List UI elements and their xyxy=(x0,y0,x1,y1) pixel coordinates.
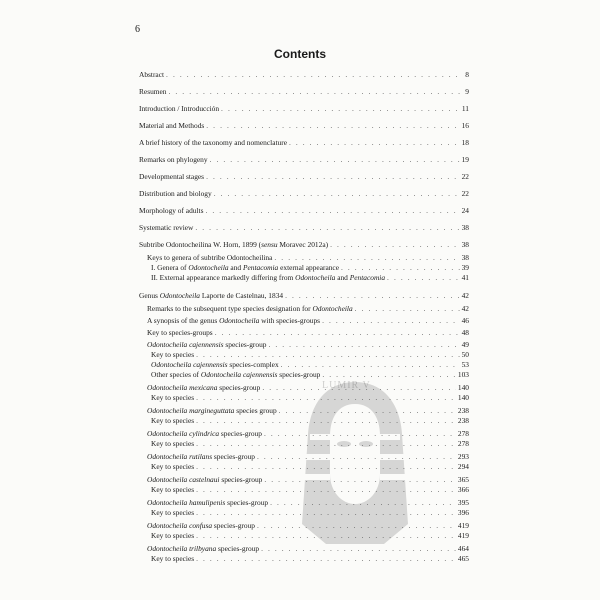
toc-entry-title: Remarks to the subsequent type species designation for Odontocheila xyxy=(147,304,353,313)
toc-entry xyxy=(139,475,469,484)
toc-entry-title: Distribution and biology xyxy=(139,189,212,198)
toc-entry xyxy=(139,393,469,402)
toc-leader-dots xyxy=(281,360,460,369)
toc-leader-dots xyxy=(262,383,456,392)
watermark-text: LUMIR V xyxy=(322,380,371,391)
toc-entry-page: 42 xyxy=(461,291,469,300)
toc-entry-page: 38 xyxy=(461,223,469,232)
toc-entry xyxy=(139,439,469,448)
toc-entry-page: 11 xyxy=(461,104,469,113)
toc-entry xyxy=(139,121,469,130)
toc-entry xyxy=(139,370,469,379)
toc-entry-title: Odontocheila cylindrica species-group xyxy=(147,429,262,438)
toc-entry-page: 419 xyxy=(457,521,469,530)
toc-entry-page: 22 xyxy=(461,189,469,198)
toc-leader-dots xyxy=(221,104,460,113)
toc-entry-page: 19 xyxy=(461,155,469,164)
toc-entry xyxy=(139,328,469,337)
toc-entry-title: Odontocheila trilbyana species-group xyxy=(147,544,260,553)
toc-entry-page: 41 xyxy=(461,273,469,282)
toc-entry-title: Key to species-groups xyxy=(147,328,213,337)
toc-entry xyxy=(139,554,469,563)
toc-leader-dots xyxy=(261,544,456,553)
toc-leader-dots xyxy=(341,263,460,272)
toc-entry xyxy=(139,462,469,471)
toc-entry-page: 38 xyxy=(461,253,469,262)
toc-entry xyxy=(139,429,469,438)
toc-entry-page: 9 xyxy=(465,87,469,96)
toc-entry-title: Introduction / Introducción xyxy=(139,104,220,113)
toc-entry-title: Remarks on phylogeny xyxy=(139,155,208,164)
toc-entry-title: Odontocheila confusa species-group xyxy=(147,521,255,530)
toc-leader-dots xyxy=(330,240,460,249)
toc-entry-page: 53 xyxy=(461,360,469,369)
toc-leader-dots xyxy=(355,304,460,313)
toc-leader-dots xyxy=(196,350,460,359)
toc-entry-title: Genus Odontocheila Laporte de Castelnau, 1834 xyxy=(139,291,284,300)
toc-entry xyxy=(139,155,469,164)
toc-entry-page: 46 xyxy=(461,316,469,325)
toc-leader-dots xyxy=(196,416,456,425)
toc-leader-dots xyxy=(206,121,459,130)
toc-entry xyxy=(139,316,469,325)
toc-leader-dots xyxy=(196,485,456,494)
toc-entry-page: 39 xyxy=(461,263,469,272)
toc-entry-title: Key to species xyxy=(151,439,195,448)
toc-entry xyxy=(139,291,469,300)
toc-leader-dots xyxy=(285,291,460,300)
page-number: 6 xyxy=(135,24,140,35)
toc-entry-title: Material and Methods xyxy=(139,121,205,130)
toc-entry xyxy=(139,172,469,181)
toc-entry-title: Key to species xyxy=(151,485,195,494)
toc-entry-title: Key to species xyxy=(151,531,195,540)
toc-entry xyxy=(139,206,469,215)
toc-entry xyxy=(139,253,469,262)
toc-leader-dots xyxy=(257,521,456,530)
toc-entry-page: 396 xyxy=(457,508,469,517)
toc-entry-page: 278 xyxy=(457,439,469,448)
toc-leader-dots xyxy=(214,189,460,198)
toc-entry-page: 8 xyxy=(465,70,469,79)
toc-entry xyxy=(139,544,469,553)
toc-entry-page: 24 xyxy=(461,206,469,215)
toc-entry-page: 49 xyxy=(461,340,469,349)
toc-entry xyxy=(139,223,469,232)
toc-entry-page: 465 xyxy=(457,554,469,563)
toc-leader-dots xyxy=(196,554,456,563)
toc-entry xyxy=(139,498,469,507)
toc-leader-dots xyxy=(322,316,460,325)
toc-entry-page: 464 xyxy=(457,544,469,553)
toc-entry xyxy=(139,531,469,540)
toc-entry-title: Key to species xyxy=(151,393,195,402)
toc-entry-page: 38 xyxy=(461,240,469,249)
toc-entry-page: 278 xyxy=(457,429,469,438)
toc-leader-dots xyxy=(210,155,460,164)
toc-entry-page: 50 xyxy=(461,350,469,359)
toc-leader-dots xyxy=(270,498,456,507)
toc-entry-title: Key to species xyxy=(151,350,195,359)
toc-entry-title: Odontocheila mexicana species-group xyxy=(147,383,261,392)
toc-entry-page: 16 xyxy=(461,121,469,130)
toc-entry xyxy=(139,360,469,369)
toc-entry-page: 366 xyxy=(457,485,469,494)
toc-entry xyxy=(139,240,469,249)
toc-leader-dots xyxy=(166,70,463,79)
toc-entry-title: I. Genera of Odontocheila and Pentacomia external appearance xyxy=(151,263,339,272)
toc-entry xyxy=(139,189,469,198)
toc-entry-page: 140 xyxy=(457,383,469,392)
toc-leader-dots xyxy=(264,475,456,484)
toc-entry-page: 42 xyxy=(461,304,469,313)
toc-entry-page: 419 xyxy=(457,531,469,540)
toc-leader-dots xyxy=(257,452,456,461)
toc-leader-dots xyxy=(205,206,459,215)
toc-entry-page: 395 xyxy=(457,498,469,507)
toc-leader-dots xyxy=(196,531,456,540)
toc-leader-dots xyxy=(289,138,460,147)
toc-entry xyxy=(139,138,469,147)
toc-leader-dots xyxy=(196,439,456,448)
toc-entry-title: Odontocheila hamulipenis species-group xyxy=(147,498,269,507)
toc-entry-page: 140 xyxy=(457,393,469,402)
toc-entry-title: Odontocheila castelnaui species-group xyxy=(147,475,263,484)
toc-entry xyxy=(139,87,469,96)
toc-leader-dots xyxy=(268,340,459,349)
toc-entry-page: 103 xyxy=(457,370,469,379)
toc-entry xyxy=(139,263,469,272)
toc-leader-dots xyxy=(279,406,456,415)
toc-leader-dots xyxy=(196,393,456,402)
toc-entry-title: II. External appearance markedly differing from Odontocheila and Pentacomia xyxy=(151,273,386,282)
toc-leader-dots xyxy=(322,370,456,379)
toc-entry xyxy=(139,485,469,494)
toc-entry xyxy=(139,104,469,113)
toc-entry-title: Key to species xyxy=(151,554,195,563)
toc-entry xyxy=(139,508,469,517)
toc-entry-title: Systematic review xyxy=(139,223,194,232)
toc-entry-title: Odontocheila cajennensis species-group xyxy=(147,340,267,349)
toc-entry-title: Key to species xyxy=(151,416,195,425)
toc-entry-title: Odontocheila rutilans species-group xyxy=(147,452,255,461)
toc-entry-title: Odontocheila margineguttata species group xyxy=(147,406,277,415)
toc-leader-dots xyxy=(195,223,459,232)
toc-entry-title: Key to species xyxy=(151,508,195,517)
toc-leader-dots xyxy=(387,273,460,282)
toc-entry-title: Resumen xyxy=(139,87,167,96)
toc-leader-dots xyxy=(274,253,459,262)
toc-entry-title: Odontocheila cajennensis species-complex xyxy=(151,360,279,369)
toc-entry-title: A brief history of the taxonomy and nomenclature xyxy=(139,138,287,147)
toc-entry-title: Subtribe Odontocheilina W. Horn, 1899 (sensu Moravec 2012a) xyxy=(139,240,329,249)
toc-entry-title: A synopsis of the genus Odontocheila with species-groups xyxy=(147,316,321,325)
toc-entry-title: Key to species xyxy=(151,462,195,471)
toc-entry xyxy=(139,521,469,530)
toc-entry-page: 22 xyxy=(461,172,469,181)
toc-entry-page: 238 xyxy=(457,416,469,425)
toc-entry-page: 365 xyxy=(457,475,469,484)
toc-leader-dots xyxy=(264,429,456,438)
toc-entry xyxy=(139,452,469,461)
toc-entry-title: Other species of Odontocheila cajennensis species-group xyxy=(151,370,321,379)
toc-entry-title: Morphology of adults xyxy=(139,206,204,215)
toc-entry xyxy=(139,273,469,282)
toc-entry-title: Keys to genera of subtribe Odontocheilina xyxy=(147,253,273,262)
toc-entry-page: 48 xyxy=(461,328,469,337)
toc-entry xyxy=(139,383,469,392)
toc-entry-title: Abstract xyxy=(139,70,165,79)
toc-leader-dots xyxy=(196,508,456,517)
toc-entry-page: 293 xyxy=(457,452,469,461)
toc-entry xyxy=(139,340,469,349)
toc-entry xyxy=(139,406,469,415)
toc-leader-dots xyxy=(215,328,460,337)
toc-entry xyxy=(139,70,469,79)
toc-entry-page: 238 xyxy=(457,406,469,415)
page-title: Contents xyxy=(274,47,326,61)
toc-entry xyxy=(139,416,469,425)
toc-leader-dots xyxy=(169,87,464,96)
toc-entry-page: 294 xyxy=(457,462,469,471)
toc-entry xyxy=(139,350,469,359)
toc-entry-page: 18 xyxy=(461,138,469,147)
toc-leader-dots xyxy=(196,462,456,471)
toc-leader-dots xyxy=(206,172,460,181)
toc-entry xyxy=(139,304,469,313)
toc-entry-title: Developmental stages xyxy=(139,172,205,181)
